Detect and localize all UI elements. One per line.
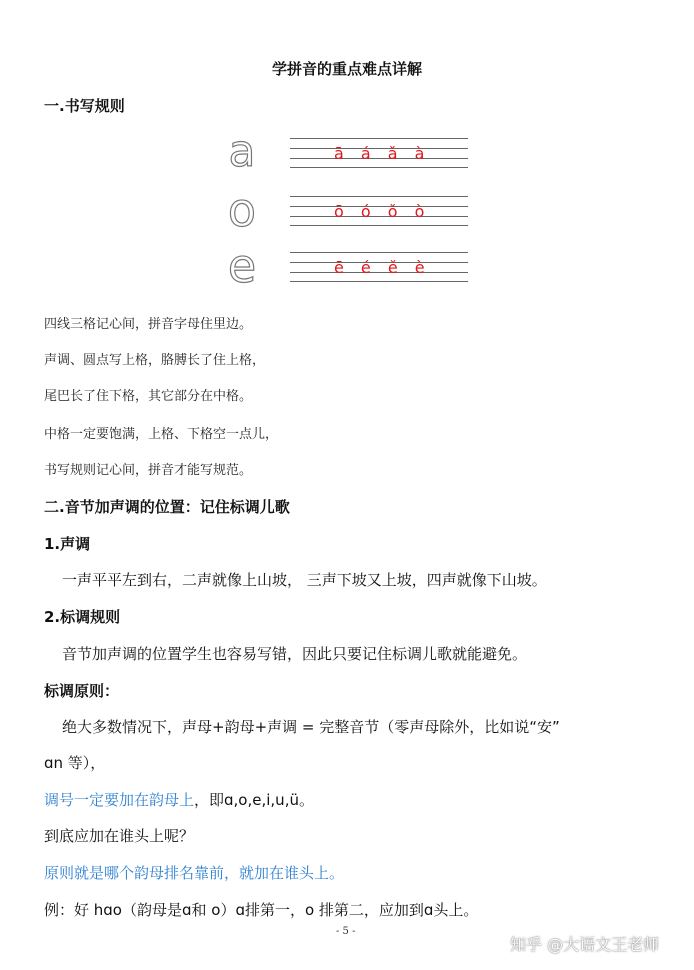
- rules-description: 音节加声调的位置学生也容易写错，因此只要记住标调儿歌就能避免。: [62, 645, 528, 663]
- principle-heading: 标调原则：: [44, 682, 120, 700]
- rule-rest: ，即ɑ,o,e,i,u,ü。: [194, 791, 314, 809]
- poem-line: 中格一定要饱满，上格、下格空一点儿，: [44, 427, 279, 442]
- rule-line: [44, 789, 314, 810]
- poem-line: 声调、圆点写上格，胳膊长了住上格，: [44, 353, 266, 368]
- page-number: - 5 -: [336, 926, 356, 937]
- subsection-rules-heading: 2.标调规则: [44, 608, 121, 626]
- poem-line: 书写规则记心间，拼音才能写规范。: [44, 463, 253, 478]
- watermark: 知乎 @大语文王老师: [510, 935, 660, 954]
- poem-line: 尾巴长了住下格，其它部分在中格。: [44, 389, 253, 404]
- example-line: 例：好 hɑo（韵母是ɑ和 o）ɑ排第一，o 排第二，应加到ɑ头上。: [44, 901, 479, 919]
- letter-a-outline-icon: [216, 130, 268, 176]
- subsection-tones-heading: 1.声调: [44, 535, 91, 553]
- section1-heading: 一.书写规则: [44, 97, 125, 115]
- letter-o-outline-icon: [216, 188, 268, 234]
- principle-line: 绝大多数情况下，声母+韵母+声调 = 完整音节（零声母除外，比如说“安”: [62, 718, 560, 736]
- poem-line: 四线三格记心间，拼音字母住里边。: [44, 317, 253, 332]
- page-title: 学拼音的重点难点详解: [271, 60, 422, 78]
- letter-e-glyph: e: [227, 244, 257, 290]
- letter-a-glyph: a: [228, 130, 256, 176]
- letter-e-outline-icon: [216, 244, 268, 290]
- answer-line: 原则就是哪个韵母排名靠前，就加在谁头上。: [44, 864, 345, 882]
- letter-o-glyph: o: [227, 188, 257, 234]
- tones-e: ē é ě è: [334, 258, 431, 277]
- tones-a: ā á ǎ à: [334, 144, 431, 163]
- rule-highlight: 调号一定要加在韵母上: [44, 791, 195, 809]
- principle-line: ɑn 等），: [44, 754, 106, 772]
- tones-o: ō ó ǒ ò: [334, 202, 431, 221]
- question-line: 到底应加在谁头上呢？: [44, 827, 195, 845]
- section2-heading: 二.音节加声调的位置：记住标调儿歌: [44, 498, 290, 516]
- tones-description: 一声平平左到右，二声就像上山坡， 三声下坡又上坡，四声就像下山坡。: [62, 571, 547, 589]
